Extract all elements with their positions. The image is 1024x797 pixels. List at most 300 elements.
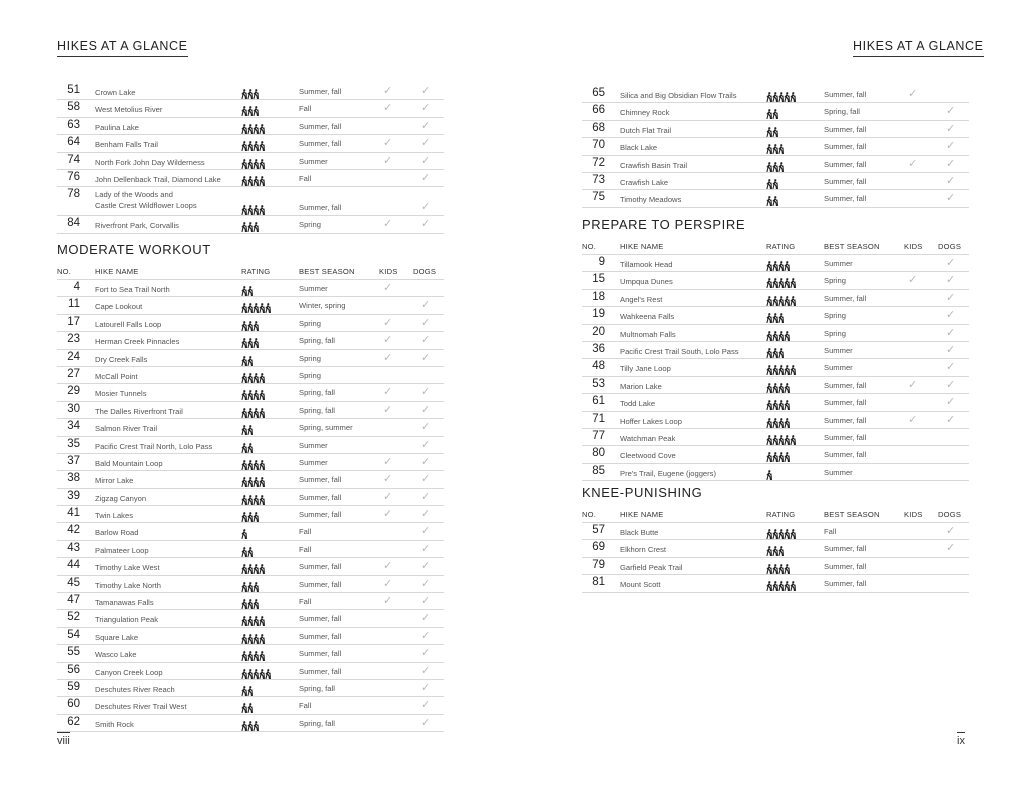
column-header-name: HIKE NAME [620,242,664,251]
hiker-icon [784,397,790,407]
table-row [57,610,444,627]
hike-name: Herman Creek Pinnacles [95,337,180,347]
difficulty-rating [766,293,796,303]
dogs-check-icon: ✓ [421,299,431,312]
best-season: Summer, fall [824,293,867,303]
page-number-left: viii [57,732,70,747]
table-row [57,384,444,401]
hiker-icon [253,596,259,606]
hiker-icon [784,561,790,571]
difficulty-rating [241,700,253,710]
dogs-check-icon: ✓ [421,629,431,642]
difficulty-rating [766,397,790,407]
hike-name: Zigzag Canyon [95,493,147,503]
hiker-icon [784,380,790,390]
difficulty-rating [766,106,778,116]
difficulty-rating [241,440,253,450]
hiker-icon [253,335,259,345]
dogs-check-icon: ✓ [421,438,431,451]
kids-check-icon: ✓ [383,560,393,573]
best-season: Summer, fall [299,87,342,96]
best-season: Summer, fall [824,415,867,425]
best-season: Spring [299,353,321,363]
best-season: Summer, fall [824,432,867,442]
column-header-dogs: DOGS [938,242,962,251]
dogs-check-icon: ✓ [421,525,431,538]
table-row [57,680,444,697]
dogs-check-icon: ✓ [946,326,956,339]
hike-name: Black Butte [620,528,659,537]
best-season: Spring, fall [299,718,335,728]
hiker-icon [253,509,259,519]
difficulty-rating [766,89,796,99]
difficulty-rating [241,103,259,113]
table-row [57,437,444,454]
table-row [57,367,444,384]
kids-check-icon: ✓ [908,378,918,391]
column-header-season: BEST SEASON [824,510,880,519]
hike-number: 51 [67,84,80,96]
table-row [57,83,444,100]
table-row [582,272,969,289]
table-row [582,429,969,446]
best-season: Fall [299,527,312,537]
hiker-icon [247,440,253,450]
table-row [582,523,969,540]
table-row [582,325,969,342]
table-row [582,558,969,575]
hike-number: 68 [592,121,605,134]
best-season: Summer, fall [299,510,342,520]
hiker-icon [247,283,253,293]
table-row [57,216,444,233]
hike-number: 66 [592,104,605,117]
dogs-check-icon: ✓ [421,612,431,625]
best-season: Spring, fall [299,388,335,398]
hiker-icon [790,275,796,285]
dogs-check-icon: ✓ [946,291,956,304]
difficulty-rating [241,666,271,676]
best-season: Summer, fall [299,579,342,589]
table-continued-left [57,83,444,234]
table-row [582,540,969,557]
table-row [582,575,969,592]
table-row [57,454,444,471]
hike-name: Canyon Creek Loop [95,667,163,677]
difficulty-rating [241,283,253,293]
difficulty-rating [241,156,265,166]
hike-number: 27 [67,367,80,380]
best-season: Summer, fall [299,649,342,659]
best-season: Summer [299,440,328,450]
hiker-icon [790,362,796,372]
table-row [57,715,444,732]
dogs-check-icon: ✓ [421,351,431,364]
hike-name: West Metolius River [95,105,163,115]
hike-name: Todd Lake [620,399,656,409]
difficulty-rating [766,193,778,203]
best-season: Summer, fall [824,194,867,204]
hike-name: Mount Scott [620,580,661,590]
table-row [57,350,444,367]
hike-number: 19 [592,308,605,321]
difficulty-rating [766,141,784,151]
dogs-check-icon: ✓ [421,403,431,416]
best-season: Summer, fall [299,562,342,572]
best-season: Spring [299,220,321,230]
hiker-icon [253,318,259,328]
hike-number: 58 [67,101,80,114]
table-row [582,103,969,120]
hike-number: 9 [598,256,605,268]
dogs-check-icon: ✓ [421,201,431,214]
hiker-icon [259,474,265,484]
hike-name: Latourell Falls Loop [95,319,162,329]
kids-check-icon: ✓ [383,316,393,329]
hike-number: 78 [67,188,80,201]
hike-number: 45 [67,576,80,589]
difficulty-rating [766,543,784,553]
difficulty-rating [241,202,265,212]
hike-name: Pre's Trail, Eugene (joggers) [620,468,716,478]
table-row [582,173,969,190]
hiker-icon [790,578,796,588]
difficulty-rating [241,173,265,183]
table-header [57,263,444,280]
dogs-check-icon: ✓ [421,137,431,150]
hike-name: Cape Lookout [95,302,143,312]
kids-check-icon: ✓ [383,455,393,468]
hike-number: 43 [67,541,80,554]
hike-name: Mosier Tunnels [95,389,147,399]
difficulty-rating [766,380,790,390]
hike-number: 47 [67,594,80,607]
table-row [57,576,444,593]
hike-name: Barlow Road [95,528,139,538]
table-row [582,446,969,463]
hike-number: 20 [592,325,605,338]
best-season: Summer, fall [824,579,867,589]
kids-check-icon: ✓ [383,282,393,294]
kids-check-icon: ✓ [383,403,393,416]
best-season: Fall [299,701,312,711]
best-season: Summer [299,457,328,467]
hike-number: 18 [592,290,605,303]
hike-number: 70 [592,139,605,152]
kids-check-icon: ✓ [383,85,393,97]
best-season: Summer, fall [824,380,867,390]
dogs-check-icon: ✓ [421,699,431,712]
hiker-icon [265,666,271,676]
dogs-check-icon: ✓ [946,378,956,391]
hike-name: Elkhorn Crest [620,545,667,555]
hike-number: 61 [592,395,605,408]
dogs-check-icon: ✓ [421,119,431,132]
column-header-season: BEST SEASON [824,242,880,251]
difficulty-rating [766,578,796,588]
difficulty-rating [766,467,772,477]
hike-number: 53 [592,377,605,390]
hike-number: 15 [592,273,605,286]
table-row [582,86,969,103]
hike-name: Deschutes River Reach [95,684,175,694]
hike-number: 80 [592,447,605,460]
difficulty-rating [241,422,253,432]
best-season: Summer [824,363,853,373]
table-row [582,190,969,207]
best-season: Spring, fall [299,405,335,415]
best-season: Winter, spring [299,301,346,311]
hiker-icon [259,173,265,183]
difficulty-rating [241,526,247,536]
kids-check-icon: ✓ [908,157,918,170]
dogs-check-icon: ✓ [421,560,431,573]
hike-number: 17 [67,315,80,328]
hike-number: 56 [67,663,80,676]
hiker-icon [772,106,778,116]
column-header-kids: KIDS [904,242,923,251]
table-row [582,307,969,324]
best-season: Summer, fall [299,631,342,641]
dogs-check-icon: ✓ [421,85,431,97]
dogs-check-icon: ✓ [946,413,956,426]
hike-name: McCall Point [95,371,138,381]
table-row [582,138,969,155]
running-head-left: HIKES AT A GLANCE [57,39,188,57]
hiker-icon [253,219,259,229]
hike-number: 74 [67,153,80,166]
best-season: Summer, fall [299,139,342,149]
column-header-name: HIKE NAME [620,510,664,519]
hike-name: Tilly Jane Loop [620,364,671,374]
difficulty-rating [766,362,796,372]
kids-check-icon: ✓ [383,577,393,590]
hike-number: 64 [67,136,80,149]
difficulty-rating [241,492,265,502]
hike-number: 81 [592,576,605,589]
dogs-check-icon: ✓ [421,577,431,590]
table-row [57,558,444,575]
column-header-season: BEST SEASON [299,267,355,276]
best-season: Summer [824,467,853,477]
difficulty-rating [766,310,784,320]
dogs-check-icon: ✓ [946,105,956,118]
hike-number: 35 [67,437,80,450]
hike-number: 59 [67,680,80,693]
hike-number: 52 [67,611,80,624]
dogs-check-icon: ✓ [946,343,956,356]
hike-name: Tamanawas Falls [95,598,154,608]
difficulty-rating [241,335,259,345]
hike-name: Fort to Sea Trail North [95,285,170,294]
hiker-icon [790,432,796,442]
dogs-check-icon: ✓ [946,274,956,287]
best-season: Summer, fall [824,124,867,134]
kids-check-icon: ✓ [383,490,393,503]
hiker-icon [259,492,265,502]
hike-number: 69 [592,541,605,554]
difficulty-rating [241,318,259,328]
hiker-icon [778,159,784,169]
table-row [582,464,969,481]
kids-check-icon: ✓ [383,102,393,115]
difficulty-rating [241,474,265,484]
hiker-icon [253,86,259,96]
kids-check-icon: ✓ [383,334,393,347]
dogs-check-icon: ✓ [946,122,956,135]
hiker-icon [766,467,772,477]
difficulty-rating [766,328,790,338]
difficulty-rating [241,353,253,363]
table-row [57,297,444,314]
difficulty-rating [766,275,796,285]
kids-check-icon: ✓ [383,351,393,364]
hike-name: Silica and Big Obsidian Flow Trails [620,91,737,100]
hike-name: Hoffer Lakes Loop [620,416,682,426]
best-season: Summer, fall [824,159,867,169]
hike-number: 23 [67,333,80,346]
dogs-check-icon: ✓ [421,647,431,660]
dogs-check-icon: ✓ [421,595,431,608]
section-title-knee-punishing: KNEE-PUNISHING [582,485,703,500]
best-season: Summer [824,259,853,268]
best-season: Summer, fall [299,666,342,676]
dogs-check-icon: ✓ [946,525,956,537]
hike-number: 37 [67,454,80,467]
kids-check-icon: ✓ [908,274,918,287]
table-knee-punishing [582,506,969,593]
hiker-icon [772,176,778,186]
dogs-check-icon: ✓ [421,334,431,347]
kids-check-icon: ✓ [383,386,393,399]
difficulty-rating [241,596,259,606]
best-season: Summer, fall [824,90,867,99]
difficulty-rating [241,405,265,415]
hike-name: Dutch Flat Trail [620,125,672,135]
best-season: Summer, fall [824,450,867,460]
table-row [57,315,444,332]
difficulty-rating [766,258,790,268]
dogs-check-icon: ✓ [421,473,431,486]
difficulty-rating [241,718,259,728]
hike-number: 29 [67,385,80,398]
table-continued-right [582,86,969,208]
column-header-dogs: DOGS [413,267,437,276]
hike-name: Timothy Lake West [95,563,160,573]
hike-number: 44 [67,559,80,572]
best-season: Fall [299,544,312,554]
table-row [57,118,444,135]
hike-name: Timothy Lake North [95,580,161,590]
hiker-icon [259,156,265,166]
hiker-icon [778,345,784,355]
hiker-icon [247,353,253,363]
column-header-rating: RATING [241,267,271,276]
hiker-icon [784,415,790,425]
hiker-icon [790,293,796,303]
hiker-icon [784,328,790,338]
hiker-icon [778,310,784,320]
dogs-check-icon: ✓ [946,140,956,153]
hike-name: Triangulation Peak [95,615,159,625]
dogs-check-icon: ✓ [946,396,956,409]
hike-name: Smith Rock [95,719,134,729]
dogs-check-icon: ✓ [946,309,956,322]
hike-name: Riverfront Park, Corvallis [95,221,179,231]
best-season: Summer, fall [299,121,342,131]
best-season: Spring [824,311,846,321]
difficulty-rating [241,683,253,693]
hike-number: 38 [67,472,80,485]
hike-name: Timothy Meadows [620,195,682,205]
page-number-right: ix [957,732,965,747]
table-header [582,238,969,255]
hiker-icon [259,121,265,131]
table-row [57,506,444,523]
dogs-check-icon: ✓ [421,386,431,399]
best-season: Spring [824,276,846,286]
hike-number: 30 [67,402,80,415]
difficulty-rating [766,415,790,425]
best-season: Summer [299,284,328,293]
best-season: Summer, fall [824,544,867,554]
hike-number: 11 [68,298,80,311]
table-row [57,628,444,645]
hiker-icon [247,544,253,554]
hike-name: Benham Falls Trail [95,140,158,150]
hiker-icon [790,89,796,99]
difficulty-rating [241,300,271,310]
difficulty-rating [241,579,259,589]
hike-name: North Fork John Day Wilderness [95,157,205,167]
hike-name: John Dellenback Trail, Diamond Lake [95,174,221,184]
hike-number: 60 [67,698,80,711]
table-row [57,471,444,488]
dogs-check-icon: ✓ [421,421,431,434]
hiker-icon [772,124,778,134]
kids-check-icon: ✓ [908,413,918,426]
table-header [582,506,969,523]
hike-name: Salmon River Trail [95,424,158,434]
hike-number: 63 [67,118,80,131]
hiker-icon [259,561,265,571]
best-season: Fall [299,104,312,114]
difficulty-rating [241,544,253,554]
table-row [582,290,969,307]
table-moderate [57,263,444,732]
hike-name: Square Lake [95,632,139,642]
hike-name: Tillamook Head [620,260,673,269]
hike-number: 84 [67,217,80,230]
table-row [582,394,969,411]
hike-name: Mirror Lake [95,476,134,486]
hike-number: 34 [67,420,80,433]
dogs-check-icon: ✓ [421,716,431,729]
hiker-icon [259,370,265,380]
difficulty-rating [241,121,265,131]
best-season: Summer, fall [299,203,342,213]
hiker-icon [772,193,778,203]
hike-number: 79 [592,558,605,571]
difficulty-rating [241,561,265,571]
hike-name: Cleetwood Cove [620,451,676,461]
column-header-dogs: DOGS [938,510,962,519]
best-season: Summer, fall [299,614,342,624]
difficulty-rating [241,86,259,96]
hiker-icon [253,579,259,589]
table-row [57,523,444,540]
table-row [582,377,969,394]
